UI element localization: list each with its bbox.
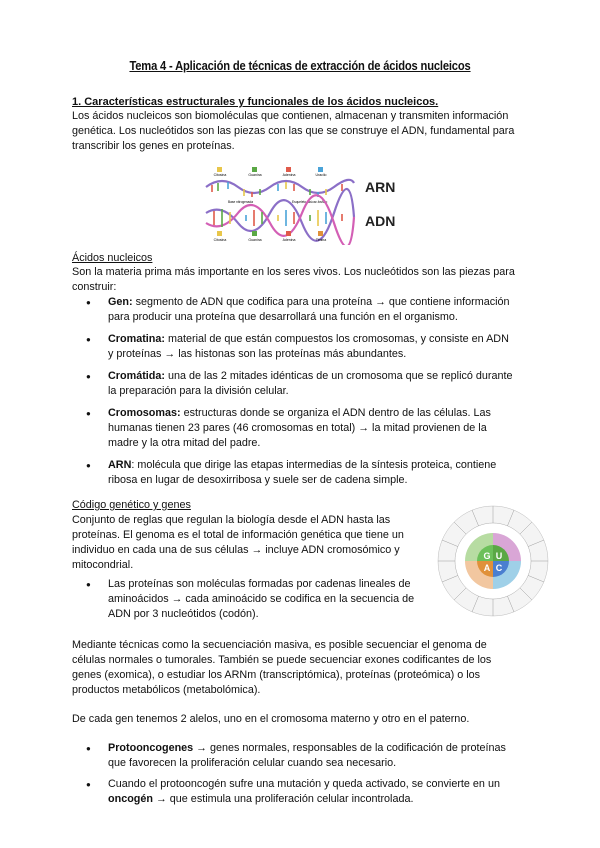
list-item: [86, 369, 526, 399]
section-heading-characteristics: 1. Características estructurales y funcionales de los ácidos nucleicos.: [72, 96, 439, 108]
base-note: Base nitrogenada: [228, 200, 253, 204]
intro-line: genética. Los nucleótidos son las piezas con las que se construye el ADN, fundamental para: [72, 125, 515, 137]
dna-label: ADN: [365, 213, 396, 229]
definition-line: → que estimula una proliferación celular incontrolada.: [153, 793, 414, 805]
base-label-bottom: Adenina: [282, 238, 296, 242]
definition-line: ribosa en lugar de desoxirribosa y suele ser de cadena simple.: [108, 474, 408, 486]
list-item: [86, 458, 526, 488]
definition-line: ● Cuando el protooncogén sufre una mutación y queda activado, se convierte en un: [108, 778, 500, 790]
definition-line: y proteínas → las histonas son las proteínas más abundantes.: [108, 348, 407, 360]
sequencing-paragraph: [72, 638, 491, 698]
definition-line: segmento de ADN que codifica para una proteína → que contiene información: [135, 296, 510, 308]
subheading-nucleic-acids: Ácidos nucleicos: [72, 252, 153, 264]
term: Cromosomas:: [108, 407, 181, 419]
base-label-bottom: Timina: [315, 238, 327, 242]
list-item: [86, 777, 526, 807]
paragraph-line: proteínas. El genoma es el total de información genética que tiene un: [72, 529, 404, 541]
paragraph-line: mitocondrial.: [72, 559, 134, 571]
definition-line: estructuras donde se organiza el ADN dentro de las células. Las: [183, 407, 491, 419]
definition-line: humanas tienen 23 pares (46 cromosomas en total) → la mitad provienen de la: [108, 422, 487, 434]
definition-line: que favorecen la proliferación celular cuando sea necesario.: [108, 757, 397, 769]
helix-illustration: [200, 165, 360, 245]
base-label-top: Citosina: [213, 173, 227, 177]
term: Cromátida:: [108, 370, 165, 382]
definition-line: madre y la otra mitad del padre.: [108, 437, 261, 449]
subheading-genetic-code: Código genético y genes: [72, 499, 191, 511]
definition-line: una de las 2 mitades idénticas de un cromosoma que se replicó durante: [168, 370, 513, 382]
list-item: [86, 406, 526, 451]
backbone-note: Esqueleto azúcar-fosfato: [292, 200, 328, 204]
intro-line: transcribir los genes en proteínas.: [72, 140, 235, 152]
base-label-top: Uracilo: [315, 173, 327, 177]
intro-line: Son la materia prima más importante en los seres vivos. Los nucleótidos son las piezas para: [72, 266, 515, 278]
base-label-top: Adenina: [282, 173, 296, 177]
term: Gen:: [108, 296, 133, 308]
definition-line: para producir una proteína que desarrollará una función en el organismo.: [108, 311, 458, 323]
bullet-line: ADN por 3 nucleótidos (codón).: [108, 608, 259, 620]
paragraph-line: Mediante técnicas como la secuenciación masiva, es posible secuenciar el genoma de: [72, 639, 487, 651]
alleles-paragraph: De cada gen tenemos 2 alelos, uno en el cromosoma materno y otro en el paterno.: [72, 713, 470, 725]
list-item: [86, 332, 526, 362]
paragraph-line: individuo en cada una de sus células → incluye ADN cromosómico y: [72, 544, 400, 556]
nucleic-acid-figure: [200, 165, 400, 245]
intro-line: construir:: [72, 281, 117, 293]
definition-line: : molécula que dirige las etapas intermedias de la síntesis proteica, contiene: [131, 459, 497, 471]
bullet-line: aminoácidos → cada aminoácido se codifica en la secuencia de: [108, 593, 415, 605]
base-label-bottom: Guanina: [248, 238, 262, 242]
nucleic-acids-intro: [72, 265, 515, 295]
definition-line: material de que están compuestos los cromosomas, y consiste en ADN: [168, 333, 509, 345]
list-item: [86, 741, 526, 771]
base-label-bottom: Citosina: [213, 238, 227, 242]
paragraph-line: productos metabólicos (metabolómica).: [72, 684, 261, 696]
wheel-letter: A: [483, 563, 491, 573]
definition-line: → genes normales, responsables de la codificación de proteínas: [193, 742, 506, 754]
list-item: [86, 577, 426, 622]
page-title: Tema 4 - Aplicación de técnicas de extracción de ácidos nucleicos: [129, 58, 471, 73]
wheel-letter: C: [495, 563, 503, 573]
wheel-letter: G: [483, 551, 491, 561]
term: Cromatina:: [108, 333, 165, 345]
term: ARN: [108, 459, 132, 471]
term: Protooncogenes: [108, 742, 194, 754]
intro-paragraph: [72, 109, 514, 154]
intro-line: Los ácidos nucleicos son biomoléculas que contienen, almacenan y transmiten información: [72, 110, 509, 122]
definitions-list: [86, 295, 526, 488]
paragraph-line: Conjunto de reglas que regulan la biología desde el ADN hasta las: [72, 514, 391, 526]
term: oncogén: [108, 793, 153, 805]
paragraph-line: células normales o tumorales. También se puede secuenciar exones codificantes de los: [72, 654, 492, 666]
protein-bullet-list: [86, 577, 426, 622]
codon-wheel-image: [437, 505, 549, 617]
list-item: [86, 295, 526, 325]
base-label-top: Guanina: [248, 173, 262, 177]
wheel-letter: U: [495, 551, 503, 561]
paragraph-line: genes (exomica), o estudiar los ARNm (transcriptómica), proteínas (proteómica) o los: [72, 669, 481, 681]
bullet-line: ● Las proteínas son moléculas formadas por cadenas lineales de: [108, 578, 411, 590]
definition-line: la preparación para la división celular.: [108, 385, 289, 397]
oncogenes-list: [86, 741, 526, 807]
rna-label: ARN: [365, 179, 396, 195]
genetic-code-paragraph: [72, 513, 404, 573]
